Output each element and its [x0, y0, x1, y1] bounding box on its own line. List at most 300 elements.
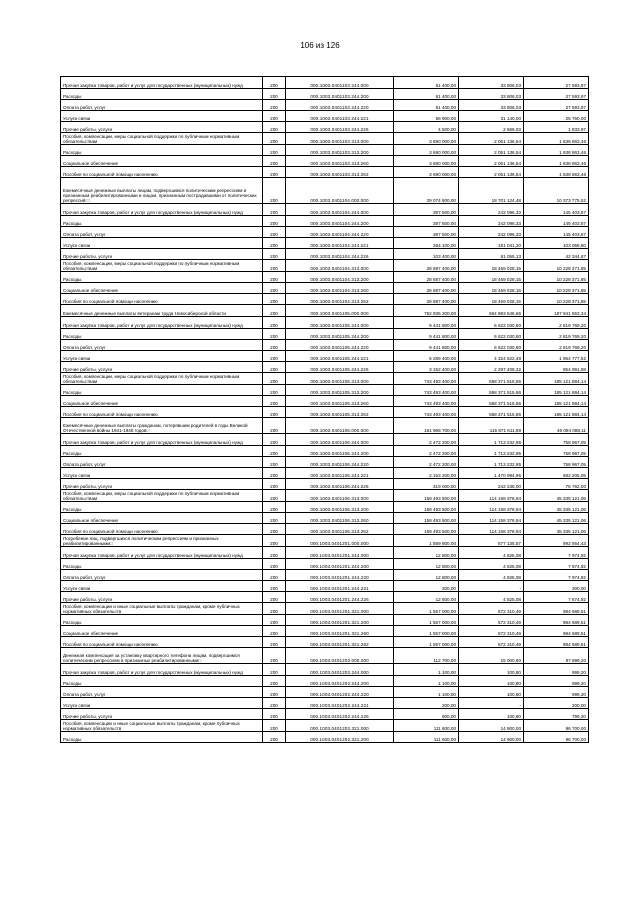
cell-name: Расходы — [61, 676, 263, 687]
cell-name: Услуги связи — [61, 581, 263, 592]
cell-approved-amount: 387 500,00 — [394, 227, 459, 238]
cell-name: Социальное обеспечение — [61, 396, 263, 407]
cell-classification-code: 000.1003.0401106.313.260 — [286, 513, 394, 524]
cell-line-code: 200 — [263, 524, 286, 535]
table-row — [61, 305, 589, 317]
cell-line-code: 200 — [263, 396, 286, 407]
cell-classification-code: 000.1003.0401202.321.200 — [286, 732, 394, 743]
table-row — [61, 385, 589, 396]
cell-executed-amount: 6 622 030,80 — [459, 329, 524, 340]
table-row — [61, 535, 589, 547]
cell-approved-amount: 159 493 500,00 — [394, 502, 459, 513]
cell-name: Прочие работы, услуги — [61, 592, 263, 603]
cell-approved-amount: 9 441 800,00 — [394, 340, 459, 351]
cell-executed-amount: 114 158 378,94 — [459, 513, 524, 524]
cell-classification-code: 000.1003.0401201.244.221 — [286, 581, 394, 592]
cell-line-code: 200 — [263, 468, 286, 479]
cell-remaining-amount: 1 638 863,46 — [524, 156, 589, 167]
cell-executed-amount: 564 993 546,66 — [459, 305, 524, 317]
cell-remaining-amount: 758 967,05 — [524, 434, 589, 446]
table-row — [61, 648, 589, 664]
cell-remaining-amount: 10 228 371,85 — [524, 283, 589, 294]
table-row — [61, 547, 589, 559]
cell-classification-code: 000.1003.0401201.321.260 — [286, 626, 394, 637]
cell-remaining-amount: 1 638 863,46 — [524, 167, 589, 178]
cell-approved-amount: 200,00 — [394, 698, 459, 709]
cell-name: Прочие работы, услуги — [61, 249, 263, 260]
cell-classification-code: 000.1003.0401104.313.260 — [286, 283, 394, 294]
cell-classification-code: 000.1003.0401103.244.200 — [286, 89, 394, 100]
cell-classification-code: 000.1003.0401103.313.200 — [286, 145, 394, 156]
cell-remaining-amount: 42 344,87 — [524, 249, 589, 260]
cell-remaining-amount: 103 058,80 — [524, 238, 589, 249]
cell-classification-code: 000.1003.0401104.244.221 — [286, 238, 394, 249]
cell-line-code: 200 — [263, 664, 286, 676]
cell-remaining-amount: 854 991,68 — [524, 362, 589, 373]
cell-remaining-amount: 27 593,97 — [524, 77, 589, 89]
cell-classification-code: 000.1003.0401201.321.200 — [286, 615, 394, 626]
cell-classification-code: 000.1003.0401104.313.262 — [286, 294, 394, 305]
cell-remaining-amount: 7 974,92 — [524, 559, 589, 570]
cell-name: Социальное обеспечение — [61, 283, 263, 294]
cell-remaining-amount: 984 689,51 — [524, 615, 589, 626]
cell-executed-amount: 100,80 — [459, 709, 524, 720]
cell-name: Ежемесячные денежные выплаты гражданам, потерявшим родителей в годы Великой Отечественной войны 1941-1945 годов□ — [61, 418, 263, 434]
cell-executed-amount: 1 713 232,95 — [459, 446, 524, 457]
cell-name: Оплата работ, услуг — [61, 100, 263, 111]
cell-classification-code: 000.1003.0401104.244.000 — [286, 204, 394, 216]
cell-approved-amount: 1 557 000,00 — [394, 603, 459, 615]
cell-remaining-amount: 2 819 769,20 — [524, 317, 589, 329]
cell-classification-code: 000.1003.0401103.244.221 — [286, 111, 394, 122]
cell-name: Ежемесячные денежные выплаты лицам, подвергшимся политическим репрессиям и признанным реабилитированными и лицам, признанным пострадавшими от политических репрессий □ — [61, 178, 263, 204]
cell-remaining-amount: 1 638 863,46 — [524, 145, 589, 156]
cell-line-code: 200 — [263, 294, 286, 305]
cell-name: Ежемесячные денежные выплаты ветеранам труда Новосибирской области — [61, 305, 263, 317]
cell-classification-code: 000.1003.0401106.313.262 — [286, 524, 394, 535]
cell-line-code: 200 — [263, 418, 286, 434]
table-row — [61, 373, 589, 385]
cell-name: Расходы — [61, 272, 263, 283]
cell-executed-amount: 114 158 378,94 — [459, 524, 524, 535]
table-row — [61, 283, 589, 294]
table-body — [61, 77, 589, 743]
cell-line-code: 200 — [263, 559, 286, 570]
cell-executed-amount: 18 459 028,15 — [459, 294, 524, 305]
table-row — [61, 446, 589, 457]
cell-approved-amount: 12 800,00 — [394, 570, 459, 581]
cell-approved-amount: 387 500,00 — [394, 204, 459, 216]
cell-executed-amount: 6 622 030,80 — [459, 340, 524, 351]
table-row — [61, 603, 589, 615]
cell-classification-code: 000.1003.0401105.313.200 — [286, 385, 394, 396]
cell-executed-amount: - — [459, 698, 524, 709]
cell-name: Расходы — [61, 502, 263, 513]
cell-approved-amount: 29 074 900,00 — [394, 178, 459, 204]
cell-executed-amount: 100,80 — [459, 687, 524, 698]
table-row — [61, 468, 589, 479]
cell-classification-code: 000.1003.0401201.321.262 — [286, 637, 394, 648]
cell-remaining-amount: 1 964 777,52 — [524, 351, 589, 362]
cell-name: Расходы — [61, 89, 263, 100]
cell-executed-amount: 577 135,57 — [459, 535, 524, 547]
cell-classification-code: 000.1003.0401202.244.200 — [286, 676, 394, 687]
cell-line-code: 200 — [263, 249, 286, 260]
cell-line-code: 200 — [263, 317, 286, 329]
cell-remaining-amount: 999,20 — [524, 676, 589, 687]
table-row — [61, 637, 589, 648]
cell-line-code: 200 — [263, 407, 286, 418]
cell-line-code: 200 — [263, 329, 286, 340]
cell-name: Пособия по социальной помощи населению — [61, 407, 263, 418]
cell-executed-amount: 4 825,08 — [459, 570, 524, 581]
table-row — [61, 167, 589, 178]
cell-classification-code: 000.1003.0401201.244.000 — [286, 547, 394, 559]
cell-executed-amount: 4 825,08 — [459, 547, 524, 559]
cell-name: Оплата работ, услуг — [61, 340, 263, 351]
table-row — [61, 720, 589, 732]
table-row — [61, 216, 589, 227]
cell-classification-code: 000.1003.0401103.313.000 — [286, 133, 394, 145]
cell-line-code: 200 — [263, 434, 286, 446]
cell-line-code: 200 — [263, 513, 286, 524]
table-row — [61, 351, 589, 362]
cell-remaining-amount: 758 967,05 — [524, 457, 589, 468]
cell-name: Услуги связи — [61, 111, 263, 122]
cell-name: Пособия, компенсации, меры социальной поддержки по публичным нормативным обязательствам — [61, 133, 263, 145]
cell-classification-code: 000.1003.0401201.000.000 — [286, 535, 394, 547]
cell-line-code: 200 — [263, 238, 286, 249]
cell-line-code: 200 — [263, 637, 286, 648]
cell-remaining-amount: 45 335 121,06 — [524, 502, 589, 513]
table-row — [61, 581, 589, 592]
page-number: 106 из 126 — [300, 41, 340, 50]
cell-line-code: 200 — [263, 111, 286, 122]
cell-executed-amount: 181 041,20 — [459, 238, 524, 249]
cell-executed-amount: 4 324 622,48 — [459, 351, 524, 362]
cell-line-code: 200 — [263, 385, 286, 396]
cell-remaining-amount: 1 638 863,46 — [524, 133, 589, 145]
cell-approved-amount: 743 493 400,00 — [394, 373, 459, 385]
cell-approved-amount: 3 690 000,00 — [394, 133, 459, 145]
cell-approved-amount: 319 000,00 — [394, 479, 459, 490]
cell-line-code: 200 — [263, 178, 286, 204]
table-row — [61, 676, 589, 687]
cell-name: Расходы — [61, 385, 263, 396]
table-row — [61, 122, 589, 133]
table-row — [61, 479, 589, 490]
cell-executed-amount: 2 666,03 — [459, 122, 524, 133]
cell-remaining-amount: 185 121 884,14 — [524, 385, 589, 396]
cell-name: Пособия, компенсации, меры социальной поддержки по публичным нормативным обязательствам — [61, 490, 263, 502]
cell-name: Пособия по социальной помощи населению — [61, 524, 263, 535]
cell-executed-amount: 4 825,08 — [459, 592, 524, 603]
cell-executed-amount: 61 055,13 — [459, 249, 524, 260]
cell-approved-amount: 159 493 500,00 — [394, 490, 459, 502]
cell-remaining-amount: 46 094 088,11 — [524, 418, 589, 434]
cell-remaining-amount: 185 121 884,14 — [524, 396, 589, 407]
cell-name: Пособия, компенсации, меры социальной поддержки по публичным нормативным обязательствам — [61, 260, 263, 272]
table-row — [61, 178, 589, 204]
cell-line-code: 200 — [263, 340, 286, 351]
cell-name: Расходы — [61, 559, 263, 570]
cell-approved-amount: 61 400,00 — [394, 89, 459, 100]
cell-line-code: 200 — [263, 204, 286, 216]
cell-name: Расходы — [61, 732, 263, 743]
cell-name: Пособия, компенсации и иные социальные выплаты гражданам, кроме публичных нормативных обязательств — [61, 603, 263, 615]
cell-executed-amount: 114 158 378,94 — [459, 502, 524, 513]
cell-classification-code: 000.1003.0401104.244.200 — [286, 216, 394, 227]
cell-approved-amount: 1 100,00 — [394, 664, 459, 676]
cell-classification-code: 000.1003.0401105.313.260 — [286, 396, 394, 407]
cell-line-code: 200 — [263, 305, 286, 317]
cell-remaining-amount: 10 228 371,85 — [524, 294, 589, 305]
cell-name: Пособия, компенсации и иные социальные выплаты гражданам, кроме публичных нормативных обязательств — [61, 720, 263, 732]
table-row — [61, 294, 589, 305]
cell-name: Услуги связи — [61, 238, 263, 249]
cell-remaining-amount: 10 228 371,85 — [524, 260, 589, 272]
table-row — [61, 100, 589, 111]
cell-classification-code: 000.1003.0401103.244.226 — [286, 122, 394, 133]
cell-executed-amount: 6 622 030,80 — [459, 317, 524, 329]
cell-name: Прочая закупка товаров, работ и услуг для государственных (муниципальных) нужд — [61, 664, 263, 676]
cell-remaining-amount: 984 689,51 — [524, 603, 589, 615]
cell-classification-code: 000.1003.0401202.321.000 — [286, 720, 394, 732]
cell-executed-amount: 572 310,49 — [459, 615, 524, 626]
cell-line-code: 200 — [263, 89, 286, 100]
cell-approved-amount: 3 152 400,00 — [394, 362, 459, 373]
cell-executed-amount: 33 806,03 — [459, 77, 524, 89]
cell-name: Прочая закупка товаров, работ и услуг для государственных (муниципальных) нужд — [61, 434, 263, 446]
cell-line-code: 200 — [263, 272, 286, 283]
cell-line-code: 200 — [263, 100, 286, 111]
cell-name: Расходы — [61, 446, 263, 457]
cell-approved-amount: 1 100,00 — [394, 676, 459, 687]
cell-executed-amount: 115 871 611,89 — [459, 418, 524, 434]
cell-name: Расходы — [61, 145, 263, 156]
table-row — [61, 698, 589, 709]
cell-classification-code: 000.1003.0401105.244.220 — [286, 340, 394, 351]
cell-line-code: 200 — [263, 547, 286, 559]
cell-remaining-amount: 76 762,00 — [524, 479, 589, 490]
cell-line-code: 200 — [263, 698, 286, 709]
table-row — [61, 570, 589, 581]
cell-name: Прочая закупка товаров, работ и услуг для государственных (муниципальных) нужд — [61, 204, 263, 216]
cell-remaining-amount: 984 689,51 — [524, 626, 589, 637]
cell-executed-amount: 242 096,33 — [459, 227, 524, 238]
cell-name: Прочие работы, услуги — [61, 709, 263, 720]
cell-approved-amount: 2 472 200,00 — [394, 457, 459, 468]
cell-remaining-amount: 300,00 — [524, 581, 589, 592]
cell-approved-amount: 28 687 400,00 — [394, 294, 459, 305]
table-row — [61, 204, 589, 216]
cell-remaining-amount: 799,20 — [524, 709, 589, 720]
cell-approved-amount: 1 557 000,00 — [394, 626, 459, 637]
cell-executed-amount: 100,80 — [459, 664, 524, 676]
cell-classification-code: 000.1003.0401106.313.000 — [286, 490, 394, 502]
table-row — [61, 407, 589, 418]
cell-name: Расходы — [61, 615, 263, 626]
cell-classification-code: 000.1003.0401103.244.220 — [286, 100, 394, 111]
cell-classification-code: 000.1003.0401202.000.000 — [286, 648, 394, 664]
cell-name: Услуги связи — [61, 351, 263, 362]
cell-remaining-amount: 27 593,97 — [524, 100, 589, 111]
cell-classification-code: 000.1003.0401105.000.000 — [286, 305, 394, 317]
cell-approved-amount: 159 493 500,00 — [394, 524, 459, 535]
cell-executed-amount: 33 806,03 — [459, 100, 524, 111]
cell-classification-code: 000.1003.0401106.244.200 — [286, 446, 394, 457]
cell-classification-code: 000.1003.0401106.244.226 — [286, 479, 394, 490]
table-row — [61, 732, 589, 743]
cell-line-code: 200 — [263, 479, 286, 490]
cell-approved-amount: 3 690 000,00 — [394, 167, 459, 178]
cell-remaining-amount: 1 833,97 — [524, 122, 589, 133]
cell-executed-amount: 572 310,49 — [459, 626, 524, 637]
budget-table — [60, 76, 589, 743]
table-row — [61, 687, 589, 698]
table-row — [61, 524, 589, 535]
cell-executed-amount: 33 806,03 — [459, 89, 524, 100]
cell-name: Погребение лиц, подвергшихся политическим репрессиям и признанных реабилитированными□ — [61, 535, 263, 547]
cell-remaining-amount: 10 373 775,52 — [524, 178, 589, 204]
cell-approved-amount: 28 687 400,00 — [394, 272, 459, 283]
cell-classification-code: 000.1003.0401104.313.200 — [286, 272, 394, 283]
table-row — [61, 615, 589, 626]
cell-remaining-amount: 7 974,92 — [524, 570, 589, 581]
cell-line-code: 200 — [263, 446, 286, 457]
cell-approved-amount: 111 600,00 — [394, 720, 459, 732]
cell-line-code: 200 — [263, 145, 286, 156]
cell-remaining-amount: 984 689,51 — [524, 637, 589, 648]
cell-executed-amount: 18 701 124,48 — [459, 178, 524, 204]
table-row — [61, 317, 589, 329]
cell-name: Оплата работ, услуг — [61, 687, 263, 698]
cell-line-code: 200 — [263, 687, 286, 698]
cell-classification-code: 000.1003.0401105.244.221 — [286, 351, 394, 362]
cell-name: Пособия по социальной помощи населению — [61, 294, 263, 305]
cell-line-code: 200 — [263, 156, 286, 167]
table-row — [61, 133, 589, 145]
table-row — [61, 111, 589, 122]
cell-executed-amount: 1 713 232,95 — [459, 457, 524, 468]
cell-executed-amount: 242 096,33 — [459, 216, 524, 227]
table-row — [61, 592, 589, 603]
cell-remaining-amount: 96 700,00 — [524, 732, 589, 743]
cell-classification-code: 000.1003.0401106.244.221 — [286, 468, 394, 479]
cell-executed-amount: 558 371 515,86 — [459, 385, 524, 396]
cell-line-code: 200 — [263, 581, 286, 592]
cell-line-code: 200 — [263, 648, 286, 664]
cell-name: Прочая закупка товаров, работ и услуг для государственных (муниципальных) нужд — [61, 547, 263, 559]
cell-name: Прочие работы, услуги — [61, 122, 263, 133]
table-row — [61, 89, 589, 100]
cell-executed-amount: 242 096,33 — [459, 204, 524, 216]
cell-executed-amount: 14 900,00 — [459, 732, 524, 743]
cell-remaining-amount: 2 819 769,20 — [524, 329, 589, 340]
cell-classification-code: 000.1003.0401105.244.226 — [286, 362, 394, 373]
cell-executed-amount: 2 051 136,54 — [459, 156, 524, 167]
cell-classification-code: 000.1003.0401103.313.260 — [286, 156, 394, 167]
cell-classification-code: 000.1003.0401105.313.000 — [286, 373, 394, 385]
table-row — [61, 396, 589, 407]
cell-line-code: 200 — [263, 720, 286, 732]
cell-name: Социальное обеспечение — [61, 513, 263, 524]
cell-approved-amount: 4 500,00 — [394, 122, 459, 133]
cell-line-code: 200 — [263, 457, 286, 468]
cell-executed-amount: 2 297 408,32 — [459, 362, 524, 373]
cell-remaining-amount: 145 403,67 — [524, 227, 589, 238]
table-row — [61, 502, 589, 513]
table-row — [61, 249, 589, 260]
cell-remaining-amount: 758 967,05 — [524, 446, 589, 457]
cell-remaining-amount: 10 228 371,85 — [524, 272, 589, 283]
cell-name: Денежная компенсация за установку квартирного телефона лицам, подвергшимся политическим репрессиям и признанных реабилитированными□ — [61, 648, 263, 664]
cell-remaining-amount: 7 674,92 — [524, 592, 589, 603]
table-row — [61, 490, 589, 502]
cell-approved-amount: 56 900,00 — [394, 111, 459, 122]
cell-executed-amount: 100,80 — [459, 676, 524, 687]
cell-remaining-amount: 145 403,67 — [524, 216, 589, 227]
cell-approved-amount: 112 700,00 — [394, 648, 459, 664]
cell-classification-code: 000.1003.0401201.244.226 — [286, 592, 394, 603]
cell-classification-code: 000.1003.0401106.000.000 — [286, 418, 394, 434]
cell-approved-amount: 9 441 800,00 — [394, 317, 459, 329]
cell-approved-amount: 300,00 — [394, 581, 459, 592]
cell-line-code: 200 — [263, 362, 286, 373]
cell-remaining-amount: 999,20 — [524, 687, 589, 698]
cell-approved-amount: 6 289 400,00 — [394, 351, 459, 362]
cell-executed-amount: 558 371 515,86 — [459, 396, 524, 407]
table-row — [61, 434, 589, 446]
cell-classification-code: 000.1003.0401106.244.000 — [286, 434, 394, 446]
cell-name: Прочие работы, услуги — [61, 479, 263, 490]
cell-line-code: 200 — [263, 535, 286, 547]
table-row — [61, 238, 589, 249]
cell-remaining-amount: 185 121 884,14 — [524, 373, 589, 385]
cell-approved-amount: 3 690 000,00 — [394, 156, 459, 167]
table-row — [61, 626, 589, 637]
cell-line-code: 200 — [263, 133, 286, 145]
cell-remaining-amount: 2 819 769,20 — [524, 340, 589, 351]
cell-approved-amount: 12 800,00 — [394, 547, 459, 559]
table-row — [61, 145, 589, 156]
table-row — [61, 664, 589, 676]
cell-executed-amount: 15 000,80 — [459, 648, 524, 664]
cell-remaining-amount: 45 335 121,06 — [524, 524, 589, 535]
cell-line-code: 200 — [263, 709, 286, 720]
table-row — [61, 559, 589, 570]
cell-classification-code: 000.1003.0401104.244.220 — [286, 227, 394, 238]
cell-executed-amount: 558 371 515,86 — [459, 407, 524, 418]
cell-approved-amount: 387 500,00 — [394, 216, 459, 227]
table-row — [61, 457, 589, 468]
cell-approved-amount: 743 493 400,00 — [394, 407, 459, 418]
cell-line-code: 200 — [263, 122, 286, 133]
cell-line-code: 200 — [263, 227, 286, 238]
cell-executed-amount: 1 470 994,95 — [459, 468, 524, 479]
cell-remaining-amount: 187 941 653,34 — [524, 305, 589, 317]
cell-line-code: 200 — [263, 732, 286, 743]
cell-line-code: 200 — [263, 283, 286, 294]
cell-remaining-amount: 97 699,20 — [524, 648, 589, 664]
table-row — [61, 709, 589, 720]
cell-classification-code: 000.1003.0401105.313.262 — [286, 407, 394, 418]
cell-approved-amount: 752 935 200,00 — [394, 305, 459, 317]
cell-classification-code: 000.1003.0401106.313.200 — [286, 502, 394, 513]
cell-classification-code: 000.1003.0401105.244.200 — [286, 329, 394, 340]
cell-approved-amount: 103 400,00 — [394, 249, 459, 260]
cell-approved-amount: 3 690 000,00 — [394, 145, 459, 156]
